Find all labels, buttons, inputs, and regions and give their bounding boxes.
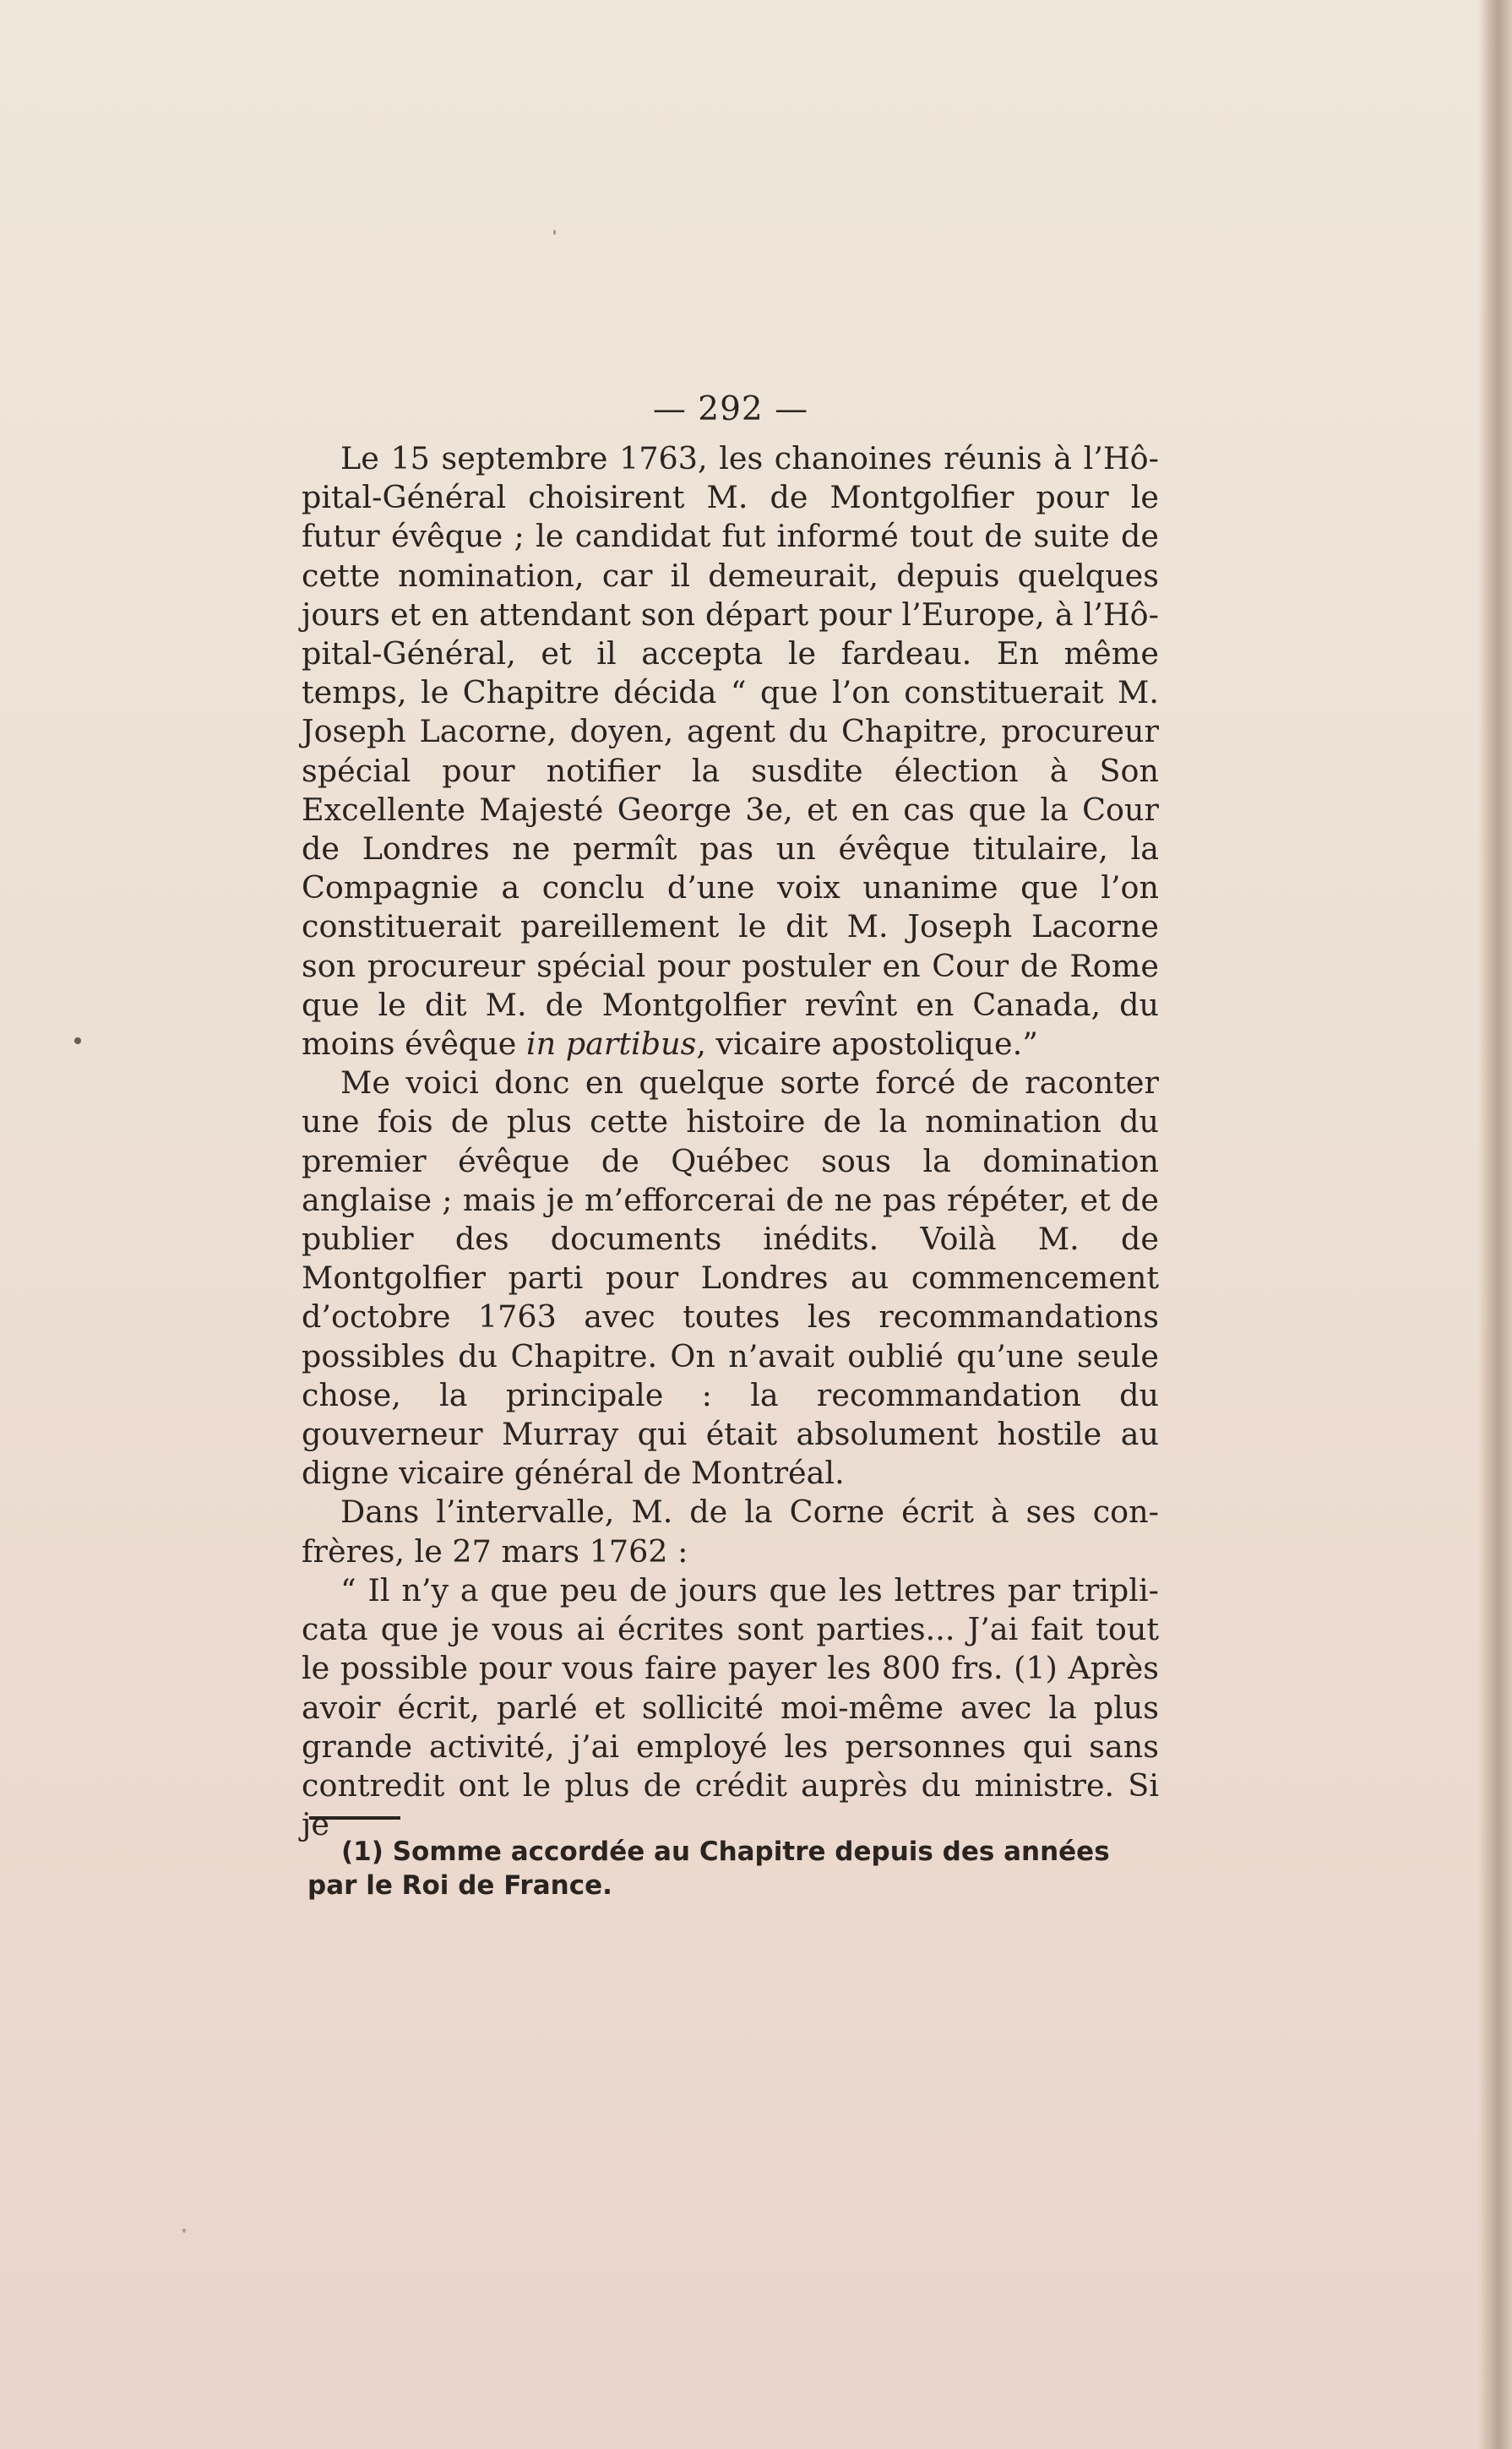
main-text — [302, 439, 1159, 1844]
paper-speck — [74, 1037, 81, 1044]
page-number: — 292 — — [652, 390, 809, 428]
italic-phrase: in partibus — [526, 1026, 697, 1063]
paragraph-1-text-a: Le 15 septembre 1763, les chanoines réunis à l’Hôpital-Général choisirent M. de Montgolfier pour le futur évêque ; le candidat fut informé tout de suite de cette nomination, car il demeurait, depuis quelques jours et en attendant son départ pour l’Europe, à l’Hôpital-Général, et il accepta le fardeau. En même temps, le Chapitre décida “ que l’on constituerait M. Joseph Lacorne, doyen, agent du Chapitre, procureur spécial pour notifier la susdite élection à Son Excellente Majesté George 3e, et en cas que la Cour de Londres ne permît pas un évêque titulaire, la Compagnie a conclu d’une voix unanime que l’on constituerait pareillement le dit M. Joseph Lacorne son procureur spécial pour postuler en Cour de Rome que le dit M. de Montgolfier revînt en Canada, du moins évêque — [302, 440, 1159, 1063]
paper-speck — [553, 230, 556, 235]
paragraph-1 — [302, 439, 1159, 1064]
footnote — [307, 1835, 1159, 1902]
paragraph-4 — [302, 1571, 1159, 1844]
page-edge-shadow — [1478, 0, 1512, 2449]
footnote-divider — [309, 1816, 400, 1820]
paragraph-1-text-b: , vicaire apostolique.” — [696, 1026, 1038, 1063]
footnote-reference: (1) — [1014, 1650, 1058, 1687]
footnote-text: Somme accordée au Chapitre depuis des années par le Roi de France. — [307, 1837, 1110, 1901]
footnote-marker: (1) — [341, 1837, 383, 1867]
paragraph-4-text-a: “ Il n’y a que peu de jours que les lettres par triplicata que je vous ai écrites sont parties... J’ai fait tout le possible pour vous faire payer les 800 frs. — [302, 1571, 1159, 1687]
paragraph-2: Me voici donc en quelque sorte forcé de raconter une fois de plus cette histoire de la nomination du premier évêque de Québec sous la domination anglaise ; mais je m’efforcerai de ne pas répéter, et de publier des documents inédits. Voilà M. de Montgolfier parti pour Londres au commencement d’octobre 1763 avec toutes les recommandations possibles du Chapitre. On n’avait oublié qu’une seule chose, la principale : la recommandation du gouverneur Murray qui était absolument hostile au digne vicaire général de Montréal. — [302, 1064, 1159, 1492]
paragraph-3: Dans l’intervalle, M. de la Corne écrit à ses confrères, le 27 mars 1762 : — [302, 1494, 1159, 1570]
paragraph-4-text-b: Après avoir écrit, parlé et sollicité moi-même avec la plus grande activité, j’ai employé les personnes qui sans contredit ont le plus de crédit auprès du ministre. Si je — [302, 1650, 1159, 1843]
paper-speck — [182, 2229, 186, 2233]
